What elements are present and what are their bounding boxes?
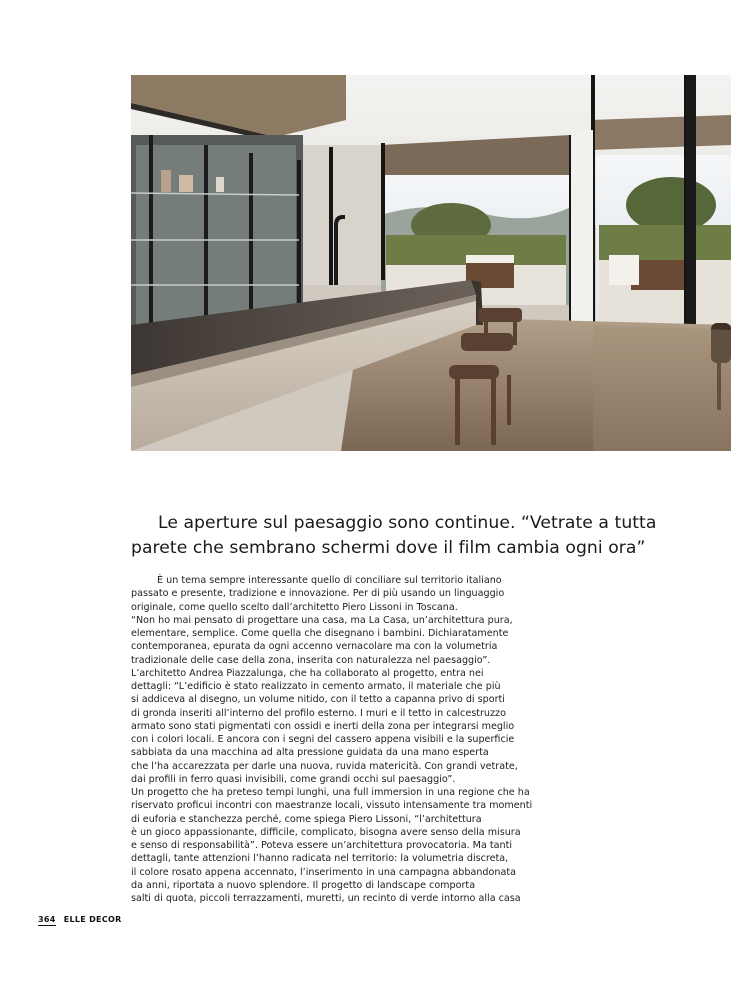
magazine-name: ELLE DECOR — [63, 915, 122, 924]
body-line: che l’ha accarezzata per darle una nuova, ruvida matericità. Con grandi vetrate, — [131, 760, 518, 772]
body-line: di euforia e stanchezza perché, come spiega Piero Lissoni, “l’architettura — [131, 813, 482, 825]
body-line: dai profili in ferro quasi invisibili, come grandi occhi sul paesaggio”. — [131, 773, 456, 785]
body-line: contemporanea, epurata da ogni accenno vernacolare ma con la volumetria — [131, 641, 498, 653]
body-line: salti di quota, piccoli terrazzamenti, muretti, un recinto di verde intorno alla casa — [131, 893, 521, 904]
body-line: armato sono stati pigmentati con ossidi e inerti della zona per integrarsi meglio — [131, 720, 515, 732]
article-body — [131, 574, 533, 905]
body-line: L’architetto Andrea Piazzalunga, che ha collaborato al progetto, entra nei — [131, 667, 484, 679]
body-line: da anni, riportata a nuovo splendore. Il progetto di landscape comporta — [131, 879, 476, 891]
body-line: il colore rosato appena accennato, l’inserimento in una campagna abbandonata — [131, 866, 516, 878]
body-line: riservato proficui incontri con maestranze locali, vissuto intensamente tra momenti — [131, 800, 533, 812]
body-line: Un progetto che ha preteso tempi lunghi, una full immersion in una regione che ha — [131, 787, 530, 798]
pull-quote — [131, 511, 691, 561]
kitchen-photo — [131, 75, 731, 451]
page-number: 364 — [38, 915, 56, 924]
body-line: originale, come quello scelto dall’architetto Piero Lissoni in Toscana. — [131, 601, 458, 613]
body-line: passato e presente, tradizione e innovazione. Per di più usando un linguaggio — [131, 588, 505, 600]
body-line: e senso di responsabilità”. Poteva essere un’architettura provocatoria. Ma tanti — [131, 840, 513, 851]
body-line: sabbiata da una macchina ad alta pressione guidata da una mano esperta — [131, 747, 489, 759]
body-line: dettagli, tante attenzioni l’hanno radicata nel territorio: la volumetria discreta, — [131, 853, 509, 865]
body-line: È un tema sempre interessante quello di conciliare sul territorio italiano — [157, 575, 502, 586]
body-line: dettagli: “L’edificio è stato realizzato in cemento armato, il materiale che più — [131, 681, 501, 692]
body-line: è un gioco appassionante, difficile, complicato, bisogna avere senso della misura — [131, 826, 521, 838]
body-line: di gronda inseriti all’interno del profilo esterno. I muri e il tetto in calcestruzzo — [131, 707, 506, 719]
body-line: tradizionale delle case della zona, inserita con naturalezza nel paesaggio”. — [131, 654, 491, 666]
body-line: si addiceva al disegno, un volume nitido, con il tetto a capanna privo di sporti — [131, 694, 505, 706]
kitchen-interior-illustration — [131, 75, 731, 451]
pull-quote-line-2: parete che sembrano schermi dove il film cambia ogni ora” — [131, 538, 646, 558]
body-line: con i colori locali. E ancora con i segni del cassero appena visibili e la superficie — [131, 734, 515, 745]
page-footer — [38, 915, 122, 924]
pull-quote-line-1: Le aperture sul paesaggio sono continue. “Vetrate a tutta — [158, 513, 657, 533]
body-line: “Non ho mai pensato di progettare una casa, ma La Casa, un’architettura pura, — [131, 614, 513, 626]
body-line: elementare, semplice. Come quella che disegnano i bambini. Dichiaratamente — [131, 628, 509, 639]
